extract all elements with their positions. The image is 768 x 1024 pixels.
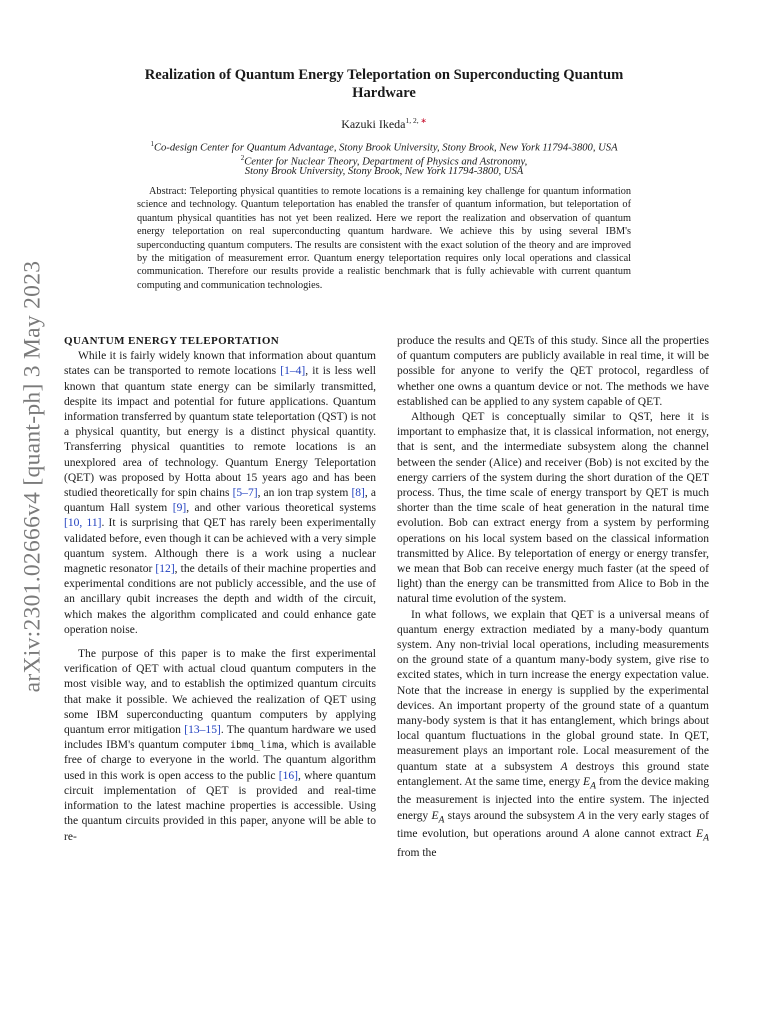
affiliation-2-continued [95,165,673,179]
author-line [100,116,668,132]
math-symbol: A [560,760,568,773]
citation-link[interactable]: [8] [351,487,365,500]
affiliation-1-text: Co-design Center for Quantum Advantage, Stony Brook University, Stony Brook, New York 11794-3800, USA [153,142,618,154]
left-paragraph-1: While it is fairly widely known that information about quantum states can be transported to remote locations [1–4], it is less well known that quantum state energy can be similarly transmitted, despite its impact and potential for future applications. Quantum information transferred by quantum state teleportation (QST) is not a physical quantity, but energy is a distinct physical quantity. Transferring physical quantities to remote locations is an unexplored area of technology. Quantum Energy Teleportation (QET) was proposed by Hotta about 15 years ago and has been studied theoretically for spin chains [5–7], an ion trap system [8], a quantum Hall system [9], and other various theoretical systems [10, 11]. It is surprising that QET has rarely been experimentally validated before, even though it can be achieved with a very simple quantum system. Although there is a work using a nuclear magnetic resonator [12], the details of their machine properties and experimental conditions are not publicly accessible, and the use of an ancillary qubit increases the depth and width of the circuit, which makes the algorithm complicated and could enhance gate operation noise. [64,350,376,636]
left-paragraph-2: The purpose of this paper is to make the first experimental verification of QET with actual cloud quantum computers in the most visible way, and to establish the optimized quantum circuits that make it possible. We achieved the realization of QET using some IBM superconducting quantum computers by applying quantum error mitigation [13–15]. The quantum hardware we used includes IBM's quantum computer ibmq_lima, which is available free of charge to everyone in the world. The quantum algorithm used in this work is open access to the public [16], where quantum circuit implementation of QET is provided and real-time information to the latest machine properties is accessible. Using the quantum circuits provided in this paper, anyone will be able to re- [64,648,377,843]
right-paragraph-1: produce the results and QETs of this study. Since all the properties of quantum computers are publicly available in real time, it will be possible for anyone to verify the QET protocol, regardless of whether one owns a quantum device or not. The methods we have established can be applied to any system capable of QET. [397,335,709,408]
citation-link[interactable]: [5–7] [232,487,258,500]
math-symbol: A [582,828,590,841]
device-name-code: ibmq_lima [230,740,285,752]
math-symbol: A [577,809,586,822]
affiliation-2-text: Center for Nuclear Theory, Department of Physics and Astronomy, [244,156,528,168]
corresponding-author-star[interactable]: ∗ [420,116,427,125]
citation-link[interactable]: [10, 11] [64,517,102,530]
author-name: Kazuki Ikeda [341,117,406,131]
author-affiliation-marks: 1, 2, [405,116,421,125]
math-symbol: E [583,775,591,788]
paper-title-line-2: Hardware [352,85,416,101]
affiliation-2-mark: 2 [240,154,245,162]
arxiv-identifier-stamp [19,261,47,691]
citation-link[interactable]: [9] [172,502,187,515]
section-heading: QUANTUM ENERGY TELEPORTATION [64,335,280,347]
citation-link[interactable]: [16] [278,769,298,782]
affiliation-3-text: Stony Brook University, Stony Brook, New York 11794-3800, USA [244,166,524,177]
right-paragraph-2: Although QET is conceptually similar to QST, here it is important to emphasize that, it is classical information, not energy, that is sent, and the intermediate subsystem along the channel between the sender (Alice) and receiver (Bob) is not excited by the energy carriers of the system during the short duration of the QET process. Thus, the time scale of energy transport by QET is much shorter than the time scale of heat generation in the natural time evolution. Bob can extract energy from a system by performing operations on his local system based on the classical information transmitted by Alice. By teleportation of energy or energy transfer, we mean that Bob can receive energy much faster (at the speed of light) than the energy can be transmitted from Alice to Bob in the natural time evolution of the system. [397,411,709,606]
affiliation-1-mark: 1 [150,140,154,148]
math-symbol: E [696,828,704,841]
arxiv-identifier-text: arXiv:2301.02666v4 [quant-ph] 3 May 2023 [19,260,46,692]
citation-link[interactable]: [13–15] [184,724,221,737]
paper-title [100,66,668,102]
abstract: Abstract: Teleporting physical quantities to remote locations is a remaining key challenge for quantum information science and technology. Quantum teleportation has enabled the transfer of quantum information, but teleportation of quantum physical quantities has not yet been realized. Here we report the realization and observation of quantum energy teleportation on real superconducting quantum hardware. We achieve this by using several IBM's superconducting quantum computers. The results are consistent with the exact solution of the theory and are improved by the mitigation of measurement error. Quantum energy teleportation requires only local operations and classical communication. Therefore our results provide a realistic benchmark that is fully achievable with current quantum computing and communication technologies. [137,186,631,291]
right-column [397,334,709,861]
paper-title-line-1: Realization of Quantum Energy Teleportation on Superconducting Quantum [144,67,624,83]
citation-link[interactable]: [12] [155,563,175,576]
citation-link[interactable]: [1–4] [280,365,306,378]
left-column [64,334,376,845]
math-symbol: E [431,809,439,822]
right-paragraph-3: In what follows, we explain that QET is a universal means of quantum energy extraction mediated by a many-body quantum system. Any non-trivial local operations, including measurements on the ground state of a quantum many-body system, give rise to excited states, which in turn increase the energy expectation value. Note that the increase in energy is supplied by the experimental devices. An important property of the ground state of a quantum many-body system is that it has entanglement, which brings about local quantum fluctuations in the global ground state. In QET, measurement plays an important role. Local measurement of the quantum state at a subsystem A destroys this ground state entanglement. At the same time, energy $E_A$ from the device making the measurement is injected into the entire system. The injected energy $E_A$ stays around the subsystem A in the very early stages of time evolution, but operations around A alone cannot extract $E_A$ from the [397,608,710,859]
